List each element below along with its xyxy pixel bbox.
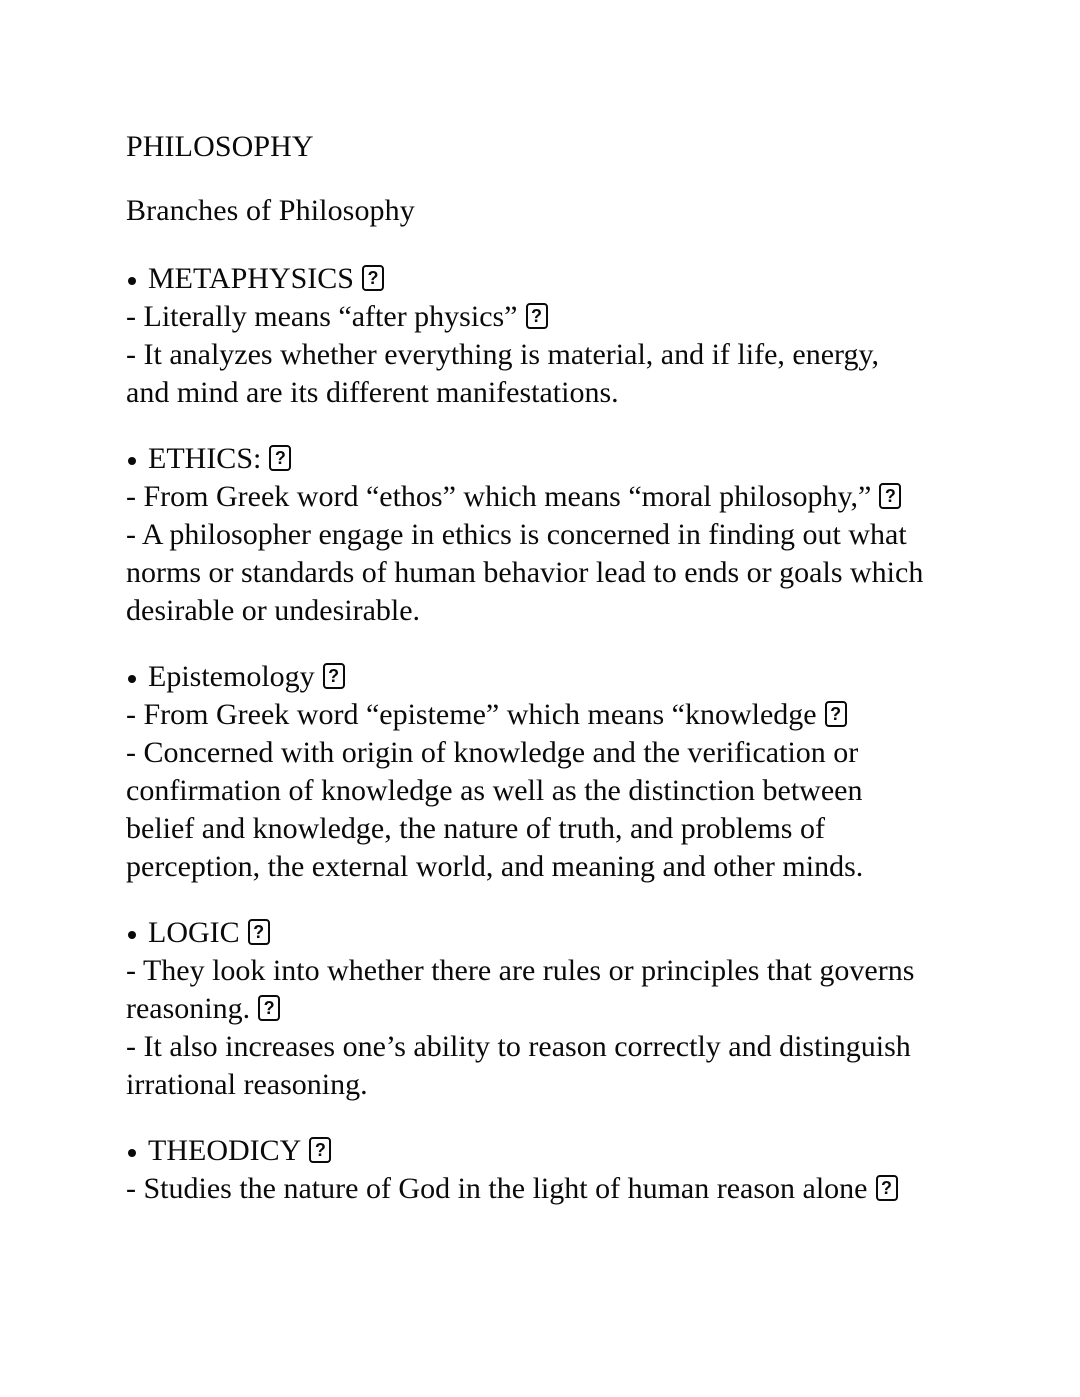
section-heading-label: ETHICS: <box>148 442 262 475</box>
bullet-icon <box>128 457 136 465</box>
body-text: - A philosopher engage in ethics is concerned in finding out what norms or standards of human behavior lead to ends or goals which desirable or undesirable. <box>126 518 924 627</box>
body-text: - It analyzes whether everything is material, and if life, energy, and mind are its different manifestations. <box>126 338 880 409</box>
body-text: - It also increases one’s ability to reason correctly and distinguish irrational reasoning. <box>126 1030 911 1101</box>
missing-glyph-icon <box>269 445 291 471</box>
bullet-icon <box>128 277 136 285</box>
missing-glyph-icon <box>309 1137 331 1163</box>
body-text: - Literally means “after physics” <box>126 300 518 333</box>
page-title: PHILOSOPHY <box>126 130 314 163</box>
section-heading <box>126 658 925 696</box>
missing-glyph-icon <box>825 701 847 727</box>
section-heading-label: METAPHYSICS <box>148 262 354 295</box>
section-body-line <box>126 952 925 1028</box>
section-body-line <box>126 298 925 336</box>
missing-glyph-icon <box>362 265 384 291</box>
section-body-line <box>126 478 925 516</box>
body-text: - From Greek word “episteme” which means “knowledge <box>126 698 817 731</box>
section-body-line <box>126 516 925 630</box>
section-logic <box>126 914 925 1104</box>
section-theodicy <box>126 1132 925 1208</box>
missing-glyph-icon <box>879 483 901 509</box>
bullet-icon <box>128 1149 136 1157</box>
section-heading-label: THEODICY <box>148 1134 302 1167</box>
bullet-icon <box>128 675 136 683</box>
section-heading-label: LOGIC <box>148 916 240 949</box>
missing-glyph-icon <box>258 995 280 1021</box>
section-heading <box>126 440 925 478</box>
body-text: - Concerned with origin of knowledge and the verification or confirmation of knowledge as well as the distinction between belief and knowledge, the nature of truth, and problems of perception, the external world, and meaning and other minds. <box>126 736 864 883</box>
body-text: - Studies the nature of God in the light of human reason alone <box>126 1172 868 1205</box>
section-heading-label: Epistemology <box>148 660 315 693</box>
section-epistemology <box>126 658 925 886</box>
missing-glyph-icon <box>248 919 270 945</box>
section-ethics <box>126 440 925 630</box>
missing-glyph-icon <box>526 303 548 329</box>
section-body-line <box>126 1170 925 1208</box>
missing-glyph-icon <box>876 1175 898 1201</box>
section-body-line <box>126 1028 925 1104</box>
body-text: - They look into whether there are rules or principles that governs reasoning. <box>126 954 915 1025</box>
page-subtitle: Branches of Philosophy <box>126 194 415 227</box>
section-heading <box>126 1132 925 1170</box>
section-body-line <box>126 336 925 412</box>
body-text: - From Greek word “ethos” which means “moral philosophy,” <box>126 480 872 513</box>
section-metaphysics <box>126 260 925 412</box>
bullet-icon <box>128 931 136 939</box>
missing-glyph-icon <box>323 663 345 689</box>
section-heading <box>126 260 925 298</box>
section-body-line <box>126 734 925 886</box>
section-heading <box>126 914 925 952</box>
section-body-line <box>126 696 925 734</box>
